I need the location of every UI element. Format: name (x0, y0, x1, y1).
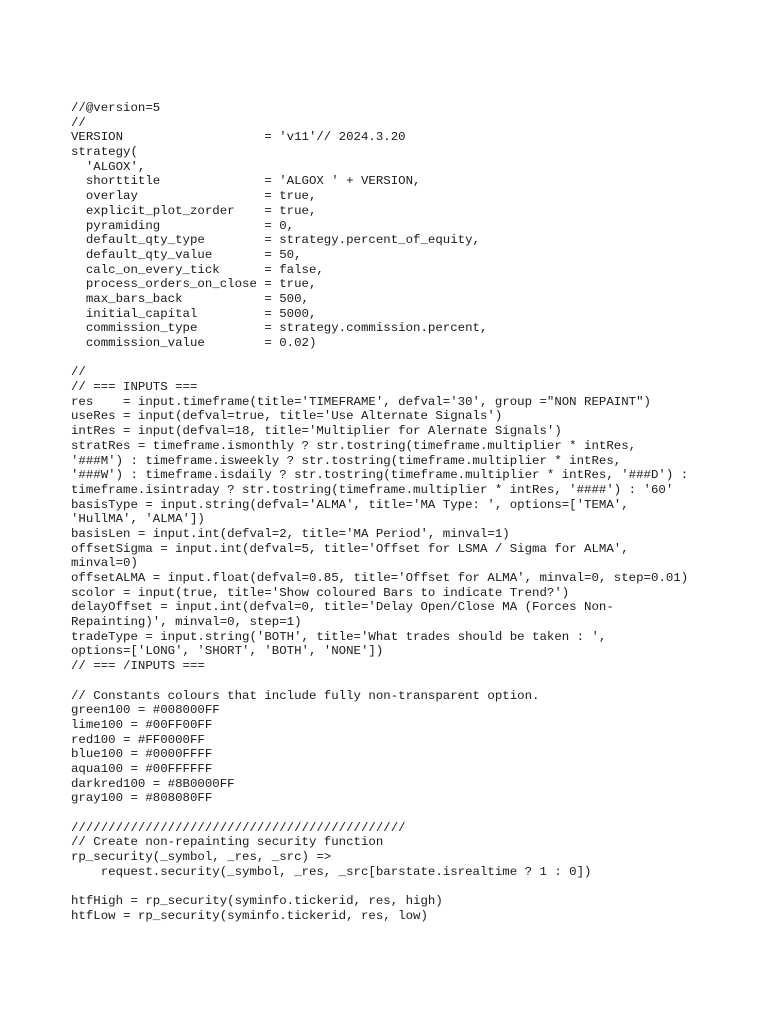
code-line: rp_security(_symbol, _res, _src) => (71, 850, 332, 865)
code-line: commission_type = strategy.commission.percent, (71, 321, 488, 336)
code-line: explicit_plot_zorder = true, (71, 203, 317, 218)
code-line: res = input.timeframe(title='TIMEFRAME', defval='30', group ="NON REPAINT") (71, 394, 651, 409)
code-line (71, 674, 761, 689)
code-line: commission_value = 0.02) (71, 336, 317, 350)
code-line: strategy( (71, 145, 138, 160)
code-line: default_qty_value = 50, (71, 247, 302, 262)
code-line: 'ALGOX', (71, 159, 146, 174)
code-line: default_qty_type = strategy.percent_of_equity, (71, 233, 480, 248)
code-line: timeframe.isintraday ? str.tostring(timeframe.multiplier * intRes, '####') : '60' (71, 482, 674, 497)
code-line: // Create non-repainting security function (71, 835, 384, 850)
code-line: initial_capital = 5000, (71, 306, 317, 321)
code-line (71, 806, 761, 821)
code-line: // === INPUTS === (71, 380, 198, 395)
code-line: '###M') : timeframe.isweekly ? str.tostring(timeframe.multiplier * intRes, (71, 453, 622, 468)
code-block (71, 101, 761, 924)
code-line: // Constants colours that include fully non-transparent option. (71, 688, 540, 703)
code-line: request.security(_symbol, _res, _src[barstate.isrealtime ? 1 : 0]) (71, 864, 592, 879)
code-line (71, 351, 761, 366)
code-line: green100 = #008000FF (71, 703, 220, 718)
code-line: // === /INPUTS === (71, 659, 205, 674)
code-line: aqua100 = #00FFFFFF (71, 761, 213, 776)
code-line: Repainting)', minval=0, step=1) (71, 615, 302, 630)
code-line: gray100 = #808080FF (71, 791, 213, 806)
code-line: tradeType = input.string('BOTH', title='What trades should be taken : ', (71, 629, 607, 644)
code-line: offsetALMA = input.float(defval=0.85, title='Offset for ALMA', minval=0, step=0.01) (71, 571, 689, 585)
code-line: basisType = input.string(defval='ALMA', title='MA Type: ', options=['TEMA', (71, 497, 629, 512)
code-line: overlay = true, (71, 189, 317, 204)
code-line: minval=0) (71, 556, 138, 571)
code-line: process_orders_on_close = true, (71, 277, 317, 292)
code-line: lime100 = #00FF00FF (71, 717, 213, 732)
code-line: // (71, 365, 86, 380)
code-line: delayOffset = input.int(defval=0, title='Delay Open/Close MA (Forces Non- (71, 600, 614, 615)
code-line: max_bars_back = 500, (71, 291, 309, 306)
code-line: calc_on_every_tick = false, (71, 262, 324, 277)
code-line: blue100 = #0000FFFF (71, 747, 213, 762)
code-line: '###W') : timeframe.isdaily ? str.tostring(timeframe.multiplier * intRes, '###D') : (71, 468, 689, 483)
code-line: darkred100 = #8B0000FF (71, 776, 235, 791)
code-line: useRes = input(defval=true, title='Use Alternate Signals') (71, 409, 503, 424)
code-line: basisLen = input.int(defval=2, title='MA Period', minval=1) (71, 526, 510, 541)
code-line: ///////////////////////////////////////////// (71, 820, 406, 835)
code-line: options=['LONG', 'SHORT', 'BOTH', 'NONE']) (71, 644, 384, 659)
code-line: // (71, 115, 86, 130)
code-line: //@version=5 (71, 101, 161, 115)
code-line: 'HullMA', 'ALMA']) (71, 512, 205, 527)
code-line: scolor = input(true, title='Show coloured Bars to indicate Trend?') (71, 585, 570, 600)
code-line: htfLow = rp_security(syminfo.tickerid, res, low) (71, 908, 428, 923)
code-line: stratRes = timeframe.ismonthly ? str.tostring(timeframe.multiplier * intRes, (71, 438, 637, 453)
code-line: pyramiding = 0, (71, 218, 295, 233)
code-line: shorttitle = 'ALGOX ' + VERSION, (71, 174, 421, 189)
code-line: offsetSigma = input.int(defval=5, title='Offset for LSMA / Sigma for ALMA', (71, 541, 629, 556)
code-line: red100 = #FF0000FF (71, 732, 205, 747)
code-line: htfHigh = rp_security(syminfo.tickerid, res, high) (71, 894, 443, 909)
code-line: VERSION = 'v11'// 2024.3.20 (71, 130, 406, 145)
code-line (71, 879, 761, 894)
code-line: intRes = input(defval=18, title='Multiplier for Alernate Signals') (71, 424, 562, 439)
